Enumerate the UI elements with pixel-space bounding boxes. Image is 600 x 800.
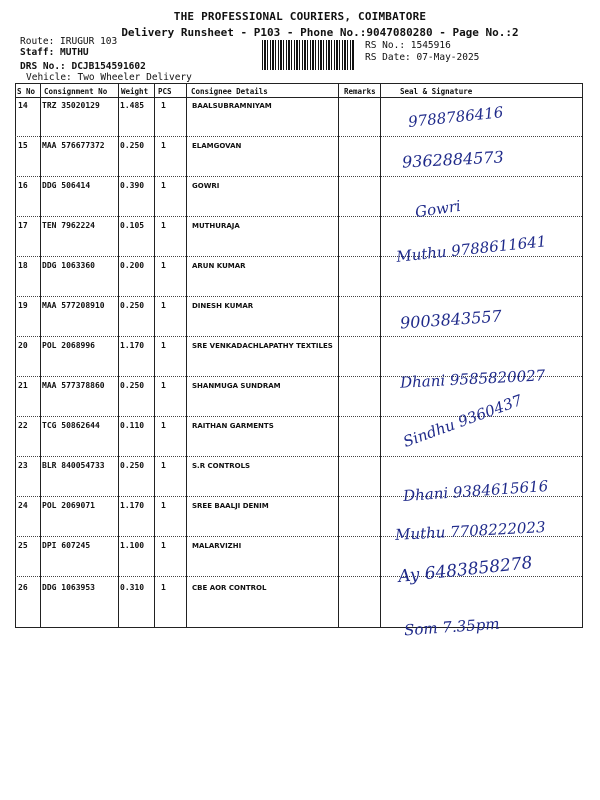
row-pcs: 1 (161, 141, 166, 150)
signature-14: 9788786416 (407, 103, 505, 131)
signature-15: 9362884573 (401, 147, 505, 172)
table-row (0, 579, 600, 628)
row-consignee: MALARVIZHI (192, 542, 242, 550)
row-consignment: TRZ 35020129 (42, 101, 100, 110)
row-sno: 20 (18, 341, 28, 350)
table-top-border (15, 83, 582, 84)
table-row (0, 417, 600, 457)
row-pcs: 1 (161, 461, 166, 470)
barcode-image (262, 40, 354, 70)
row-weight: 0.310 (120, 583, 145, 592)
signature-final: Som 7.35pm (403, 614, 501, 640)
drs-number: DRS No.: DCJB154591602 (20, 61, 146, 72)
row-consignee: SHANMUGA SUNDRAM (192, 382, 281, 390)
row-pcs: 1 (161, 181, 166, 190)
row-consignment: DDG 506414 (42, 181, 91, 190)
table-row (0, 137, 600, 177)
company-title: THE PROFESSIONAL COURIERS, COIMBATORE (173, 10, 427, 23)
vehicle-label: Vehicle: Two Wheeler Delivery (26, 72, 192, 83)
row-sno: 25 (18, 541, 28, 550)
row-pcs: 1 (161, 301, 166, 310)
row-weight: 1.100 (120, 541, 145, 550)
row-consignment: MAA 577208910 (42, 301, 105, 310)
signature-25: Muthu 7708222023 (394, 518, 546, 544)
signature-19: 9003843557 (399, 306, 503, 333)
row-consignee: BAALSUBRAMNIYAM (192, 102, 272, 110)
row-pcs: 1 (161, 341, 166, 350)
row-sno: 19 (18, 301, 28, 310)
row-weight: 0.250 (120, 461, 145, 470)
row-consignee: ELAMGOVAN (192, 142, 242, 150)
row-sno: 17 (18, 221, 28, 230)
row-sno: 22 (18, 421, 28, 430)
row-weight: 0.250 (120, 301, 145, 310)
row-consignment: BLR 840054733 (42, 461, 105, 470)
row-consignment: TEN 7962224 (42, 221, 95, 230)
table-row (0, 177, 600, 217)
row-pcs: 1 (161, 101, 166, 110)
row-consignment: MAA 577378860 (42, 381, 105, 390)
col-header-consignment: Consignment No (44, 87, 108, 96)
col-header-remarks: Remarks (344, 87, 376, 96)
staff-label: Staff: MUTHU (20, 47, 89, 58)
row-weight: 0.105 (120, 221, 145, 230)
row-consignee: GOWRI (192, 182, 220, 190)
row-weight: 0.250 (120, 381, 145, 390)
row-sno: 26 (18, 583, 28, 592)
row-weight: 1.170 (120, 341, 145, 350)
row-consignment: POL 2068996 (42, 341, 95, 350)
row-pcs: 1 (161, 501, 166, 510)
row-pcs: 1 (161, 261, 166, 270)
row-pcs: 1 (161, 221, 166, 230)
row-pcs: 1 (161, 421, 166, 430)
row-sno: 18 (18, 261, 28, 270)
row-consignment: POL 2069071 (42, 501, 95, 510)
signature-22: Sindhu 9360437 (400, 391, 525, 451)
row-weight: 0.110 (120, 421, 145, 430)
row-consignee: S.R CONTROLS (192, 462, 251, 470)
row-sno: 14 (18, 101, 28, 110)
row-sno: 15 (18, 141, 28, 150)
rs-number: RS No.: 1545916 (365, 40, 451, 51)
table-row (0, 97, 600, 137)
row-consignment: DPI 607245 (42, 541, 91, 550)
row-pcs: 1 (161, 583, 166, 592)
signature-24: Dhani 9384615616 (402, 476, 549, 506)
row-consignee: SRE VENKADACHLAPATHY TEXTILES (192, 342, 333, 350)
row-pcs: 1 (161, 381, 166, 390)
signature-21: Dhani 9585820027 (399, 366, 546, 392)
row-consignment: DDG 1063953 (42, 583, 95, 592)
row-weight: 1.485 (120, 101, 145, 110)
signature-16: Gowri (413, 196, 462, 222)
col-header-details: Consignee Details (191, 87, 268, 96)
col-header-weight: Weight (121, 87, 149, 96)
row-weight: 0.200 (120, 261, 145, 270)
row-weight: 0.250 (120, 141, 145, 150)
row-consignment: MAA 576677372 (42, 141, 105, 150)
row-consignee: CBE AOR CONTROL (192, 584, 267, 592)
row-sno: 23 (18, 461, 28, 470)
row-consignee: DINESH KUMAR (192, 302, 254, 310)
row-consignee: SREE BAALJI DENIM (192, 502, 269, 510)
row-weight: 1.170 (120, 501, 145, 510)
signature-18: Muthu 9788611641 (395, 232, 548, 266)
col-header-sno: S No (17, 87, 36, 96)
row-consignment: TCG 50862644 (42, 421, 100, 430)
runsheet-title: Delivery Runsheet - P103 - Phone No.:9047080280 - Page No.:2 (121, 26, 519, 39)
rs-date: RS Date: 07-May-2025 (365, 52, 480, 63)
col-header-pcs: PCS (158, 87, 172, 96)
route-label: Route: IRUGUR 103 (20, 36, 118, 47)
row-sno: 21 (18, 381, 28, 390)
row-sno: 16 (18, 181, 28, 190)
row-pcs: 1 (161, 541, 166, 550)
row-consignee: RAITHAN GARMENTS (192, 422, 274, 430)
row-consignee: ARUN KUMAR (192, 262, 246, 270)
row-weight: 0.390 (120, 181, 145, 190)
col-header-signature: Seal & Signature (400, 87, 473, 96)
signature-26: Ay 6483858278 (397, 553, 534, 587)
row-sno: 24 (18, 501, 28, 510)
row-consignment: DDG 1063360 (42, 261, 95, 270)
row-consignee: MUTHURAJA (192, 222, 240, 230)
table-row (0, 297, 600, 337)
table-row (0, 257, 600, 297)
